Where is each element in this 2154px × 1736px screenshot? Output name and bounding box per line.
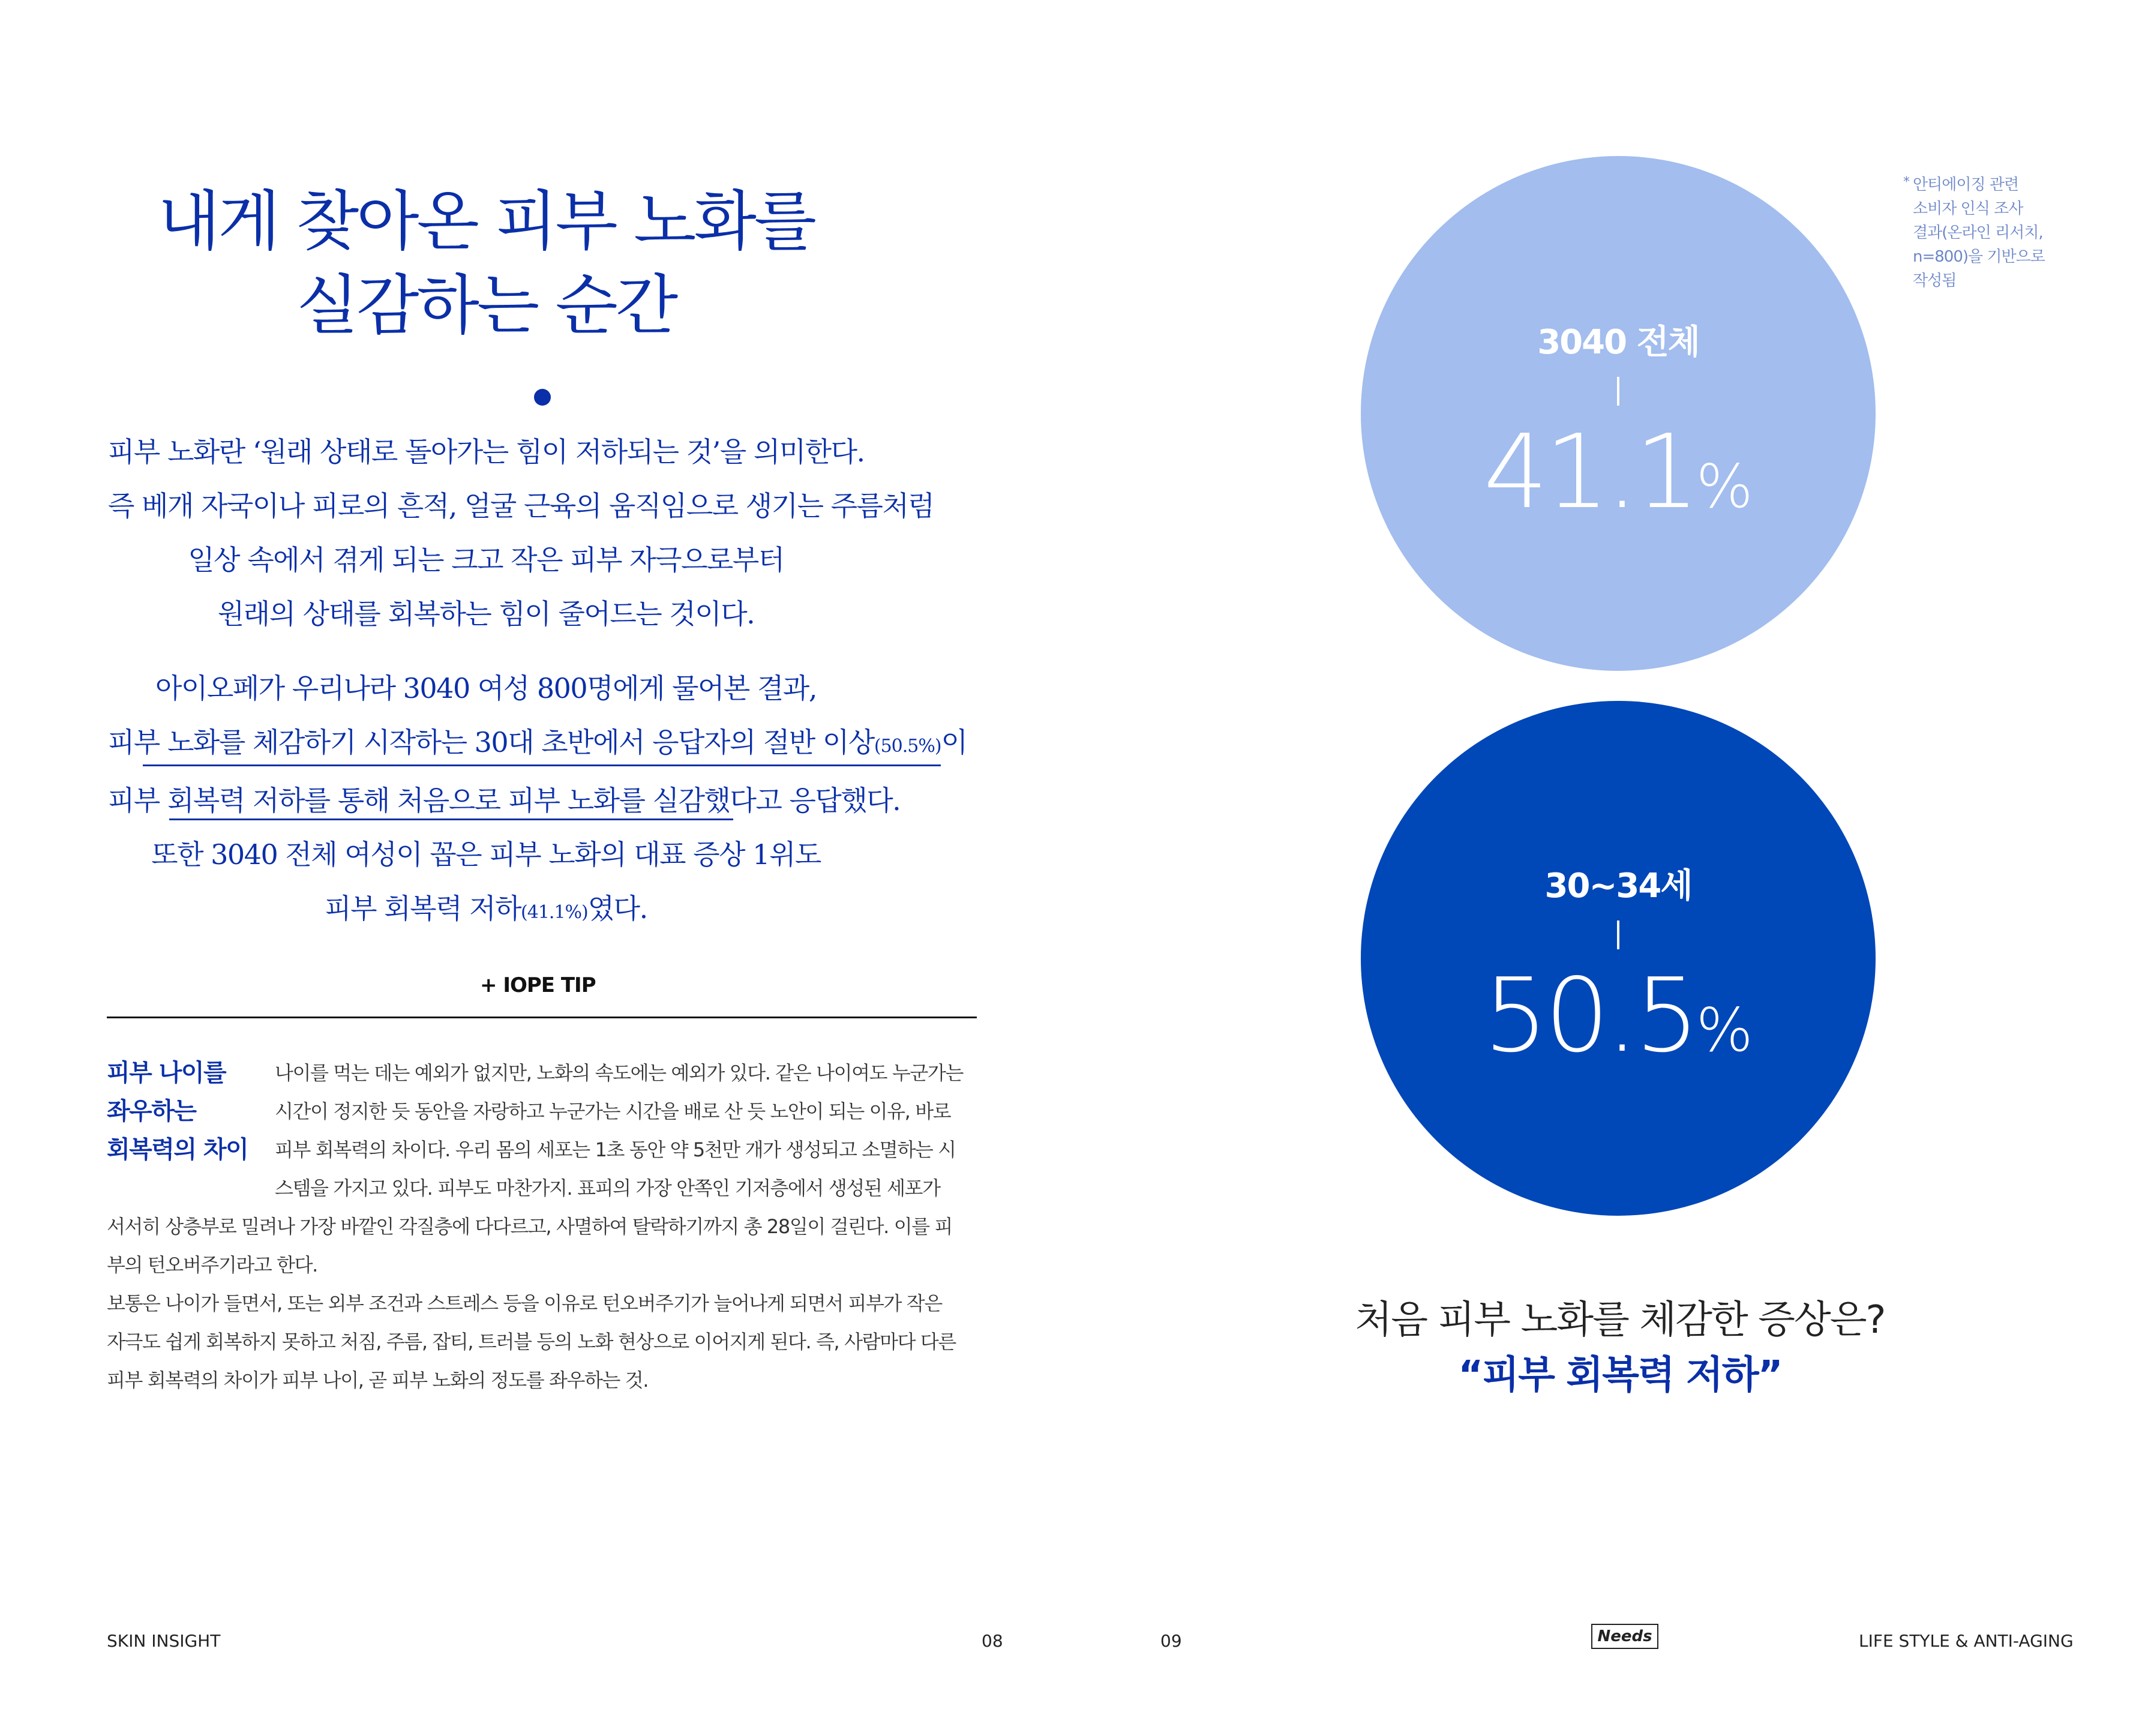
tip-title-line: 회복력의 차이 [107,1136,248,1164]
survey-paragraph [108,661,967,940]
survey-line-2-main: 피부 노화를 체감하기 시작하는 30대 초반에서 응답자의 절반 이상 [108,726,874,758]
tip-heading: + IOPE TIP [480,973,596,997]
tip-body-line: 피부 회복력의 차이다. 우리 몸의 세포는 1초 동안 약 5천만 개가 생성되고 소멸하는 시 [275,1138,956,1161]
tip-body-line: 부의 턴오버주기라고 한다. [107,1254,317,1276]
tip-body-line: 시간이 정지한 듯 동안을 자랑하고 누군가는 시간을 배로 산 듯 노안이 되는 이유, 바로 [275,1100,951,1123]
page-title [108,180,864,348]
survey-line-5 [108,882,864,940]
tip-title-line: 좌우하는 [107,1098,196,1125]
question-text: 처음 피부 노화를 체감한 증상은? [1355,1298,1885,1342]
stat-unit: % [1696,451,1753,521]
survey-source-note [1903,173,2045,293]
footer-section-left: SKIN INSIGHT [107,1631,221,1651]
tip-body-line: 피부 회복력의 차이가 피부 나이, 곧 피부 노화의 정도를 좌우하는 것. [107,1369,649,1392]
separator-dot [534,389,551,406]
stat-tick [1617,377,1619,406]
stat-number: 41.1 [1483,413,1696,532]
stat-tick [1617,921,1619,949]
tip-title-line: 피부 나이를 [107,1059,226,1087]
tip-divider [107,1017,977,1018]
tip-body-line: 스템을 가지고 있다. 피부도 마찬가지. 표피의 가장 안쪽인 기저층에서 생성된 세포가 [275,1177,940,1200]
intro-line: 즉 베개 자국이나 피로의 흔적, 얼굴 근육의 움직임으로 생기는 주름처럼 [108,490,934,522]
highlight-underline [143,764,941,766]
survey-line-5-percent: (41.1%) [521,902,588,923]
survey-line-4: 또한 3040 전체 여성이 꼽은 피부 노화의 대표 증상 1위도 [151,838,821,871]
survey-line-5-main: 피부 회복력 저하 [325,892,521,925]
note-asterisk: * [1903,175,1909,190]
note-line: 안티에이징 관련 [1913,176,2019,194]
tip-body-line: 자극도 쉽게 회복하지 못하고 처짐, 주름, 잡티, 트러블 등의 노화 현상으로 이어지게 된다. 즉, 사람마다 다른 [107,1330,956,1353]
tip-body-line: 보통은 나이가 들면서, 또는 외부 조건과 스트레스 등을 이유로 턴오버주기가 늘어나게 되면서 피부가 작은 [107,1292,942,1315]
title-line-1: 내게 찾아온 피부 노화를 [157,184,815,259]
section-tag: Needs [1591,1624,1658,1649]
tip-body-full [107,1207,956,1399]
tip-body-line: 서서히 상층부로 밀려나 가장 바깥인 각질층에 다다르고, 사멸하여 탈락하기까지 총 28일이 걸린다. 이를 피 [107,1215,953,1238]
note-line: n=800)을 기반으로 [1913,248,2045,266]
intro-line: 일상 속에서 겪게 되는 크고 작은 피부 자극으로부터 [188,544,784,576]
survey-line-2-percent: (50.5%) [874,736,941,757]
stat-value-3040 [1361,413,1876,532]
note-line: 소비자 인식 조사 [1913,200,2023,218]
intro-line: 피부 노화란 ‘원래 상태로 돌아가는 힘이 저하되는 것’을 의미한다. [108,436,865,468]
title-line-2: 실감하는 순간 [296,268,676,343]
note-line: 작성됨 [1913,272,1957,290]
survey-line-1: 아이오페가 우리나라 3040 여성 800명에게 물어본 결과, [155,672,817,704]
highlight-underline [169,818,733,820]
stat-unit: % [1696,995,1753,1065]
footer-section-right: LIFE STYLE & ANTI-AGING [1859,1631,2074,1651]
stat-label-30-34: 30~34세 [1544,866,1692,906]
stat-number: 50.5 [1483,957,1696,1075]
stat-value-30-34 [1361,957,1876,1075]
tip-body-line: 나이를 먹는 데는 예외가 없지만, 노화의 속도에는 예외가 있다. 같은 나이여도 누군가는 [275,1062,963,1084]
survey-line-5-end: 였다. [587,892,647,925]
answer-text: “피부 회복력 저하” [1458,1353,1782,1398]
note-line: 결과(온라인 리서치, [1913,224,2043,242]
tip-title [107,1054,248,1169]
intro-line: 원래의 상태를 회복하는 힘이 줄어드는 것이다. [217,598,755,630]
page-number-right: 09 [1160,1631,1182,1651]
page-number-left: 08 [982,1631,1003,1651]
survey-line-2-end: 이 [941,726,967,758]
tip-body-indented [275,1054,963,1207]
intro-paragraph [108,425,934,641]
stat-label-3040: 3040 전체 [1537,323,1699,362]
survey-line-3: 피부 회복력 저하를 통해 처음으로 피부 노화를 실감했다고 응답했다. [108,784,901,817]
